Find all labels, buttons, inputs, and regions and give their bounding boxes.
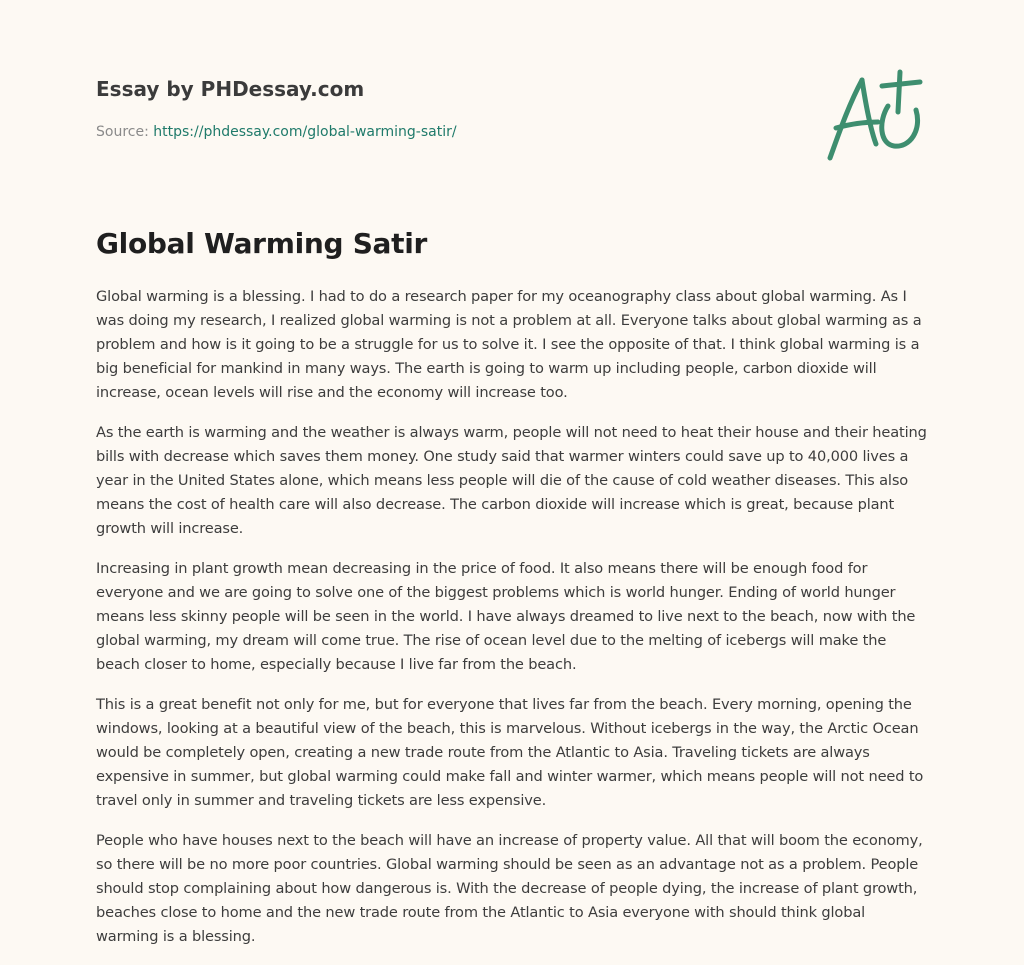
essay-paragraph: Increasing in plant growth mean decreasing in the price of food. It also means there will be enough food for everyone and we are going to solve one of the biggest problems which is world hunger. Ending of world hunger means less skinny people will be seen in the world. I have always dreamed to live next to the beach, now with the global warming, my dream will come true. The rise of ocean level due to the melting of icebergs will make the beach closer to home, especially because I live far from the beach. [96, 560, 916, 673]
source-link[interactable]: https://phdessay.com/global-warming-satir/ [153, 124, 457, 140]
essay-paragraph: People who have houses next to the beach will have an increase of property value. All that will boom the economy, so there will be no more poor countries. Global warming should be seen as an advantage not as a problem. People should stop complaining about how dangerous is. With the decrease of people dying, the increase of plant growth, beaches close to home and the new trade route from the Atlantic to Asia everyone with should think global warming is a blessing. [96, 832, 923, 945]
essay-body [96, 285, 928, 965]
essay-paragraph: This is a great benefit not only for me, but for everyone that lives far from the beach. Every morning, opening the windows, looking at a beautiful view of the beach, this is marvelous. Without icebergs in the way, the Arctic Ocean would be completely open, creating a new trade route from the Atlantic to Asia. Traveling tickets are always expensive in summer, but global warming could make fall and winter warmer, which means people will not need to travel only in summer and traveling tickets are less expensive. [96, 696, 924, 809]
source-line [96, 122, 796, 142]
a-plus-logo-svg [818, 66, 930, 166]
essay-paragraph: As the earth is warming and the weather is always warm, people will not need to heat their house and their heating bills with decrease which saves them money. One study said that warmer winters could save up to 40,000 lives a year in the United States alone, which means less people will die of the cause of cold weather diseases. This also means the cost of health care will also decrease. The carbon dioxide will increase which is great, because plant growth will increase. [96, 424, 927, 537]
site-title: Essay by PHDessay.com [96, 77, 365, 101]
essay-title: Global Warming Satir [96, 227, 428, 260]
essay-paragraph: Global warming is a blessing. I had to do a research paper for my oceanography class about global warming. As I was doing my research, I realized global warming is not a problem at all. Everyone talks about global warming as a problem and how is it going to be a struggle for us to solve it. I see the opposite of that. I think global warming is a big beneficial for mankind in many ways. The earth is going to warm up including people, carbon dioxide will increase, ocean levels will rise and the economy will increase too. [96, 288, 922, 401]
source-label: Source: [96, 124, 154, 140]
a-plus-logo-icon [818, 66, 930, 166]
page-header [96, 74, 796, 142]
